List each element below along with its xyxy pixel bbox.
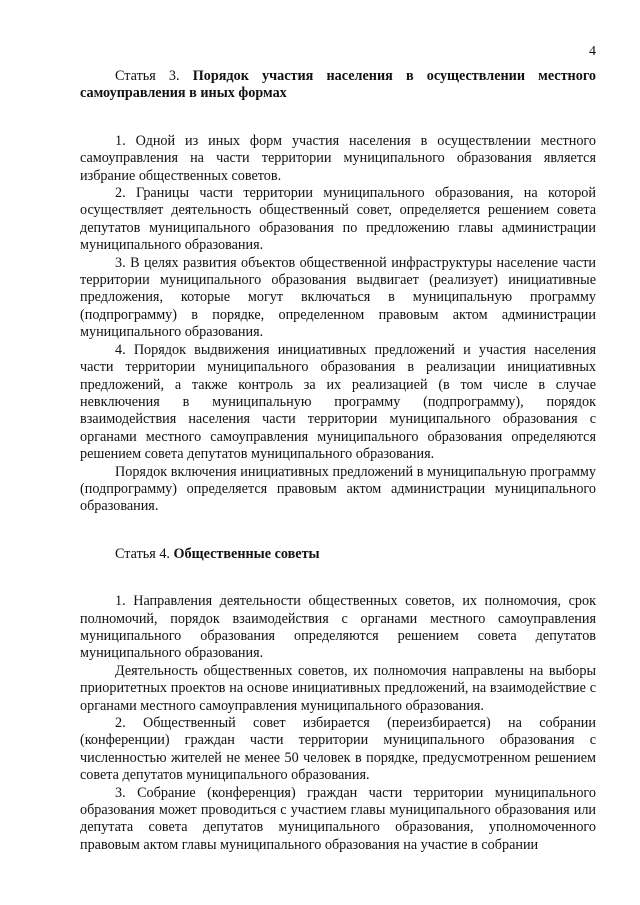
article-3-prefix: Статья 3.	[115, 68, 180, 84]
article-3-paragraph-1: 1. Одной из иных форм участия населения в осуществлении местного самоуправления на части территории муниципального образования является избрание общественных советов.	[80, 132, 596, 184]
article-4-title: Общественные советы	[173, 545, 320, 562]
article-4-paragraph-2: Деятельность общественных советов, их полномочия направлены на выборы приоритетных проектов на основе инициативных предложений, на взаимодействие с органами местного самоуправления муниципального образования.	[80, 662, 596, 714]
article-3-paragraph-4: 4. Порядок выдвижения инициативных предложений и участия населения части территории муниципального образования в реализации инициативных предложений, а также контроль за их реализацией (в том числе в случае невключения в муниципальную программу (подпрограмму), порядок взаимодействия населения части территории муниципального образования с органами местного самоуправления муниципального образования определяются решением совета депутатов муниципального образования.	[80, 341, 596, 463]
article-3-paragraph-2: 2. Границы части территории муниципального образования, на которой осуществляет деятельность общественный совет, определяется решением совета депутатов муниципального образования по предложению главы администрации муниципального образования.	[80, 185, 596, 254]
article-3-paragraph-5: Порядок включения инициативных предложений в муниципальную программу (подпрограмму) определяется правовым актом администрации муниципального образования.	[80, 463, 596, 515]
article-4-prefix: Статья 4.	[115, 545, 170, 562]
article-4-paragraph-3: 2. Общественный совет избирается (переизбирается) на собрании (конференции) граждан части территории муниципального образования с численностью жителей не менее 50 человек в порядке, предусмотренном решением совета депутатов муниципального образования.	[80, 715, 596, 784]
article-3-heading	[80, 68, 596, 103]
article-4-paragraph-4: 3. Собрание (конференция) граждан части территории муниципального образования может проводиться с участием главы муниципального образования или депутата совета депутатов муниципального образования, уполномоченного правовым актом главы муниципального образования на участие в собрании	[80, 784, 596, 853]
article-4-heading	[80, 546, 596, 563]
document-body	[80, 68, 596, 854]
article-4-paragraph-1: 1. Направления деятельности общественных советов, их полномочия, срок полномочий, порядок взаимодействия с органами местного самоуправления муниципального образования определяются решением совета депутатов муниципального образования.	[80, 593, 596, 662]
article-3-title: Порядок участия населения в осуществлении местного самоуправления в иных формах	[80, 68, 597, 102]
article-3-paragraph-3: 3. В целях развития объектов общественной инфраструктуры население части территории муниципального образования выдвигает (реализует) инициативные предложения, которые могут включаться в муниципальную программу (подпрограмму) в порядке, определенном правовым актом администрации муниципального образования.	[80, 254, 596, 341]
page-number: 4	[589, 44, 596, 59]
